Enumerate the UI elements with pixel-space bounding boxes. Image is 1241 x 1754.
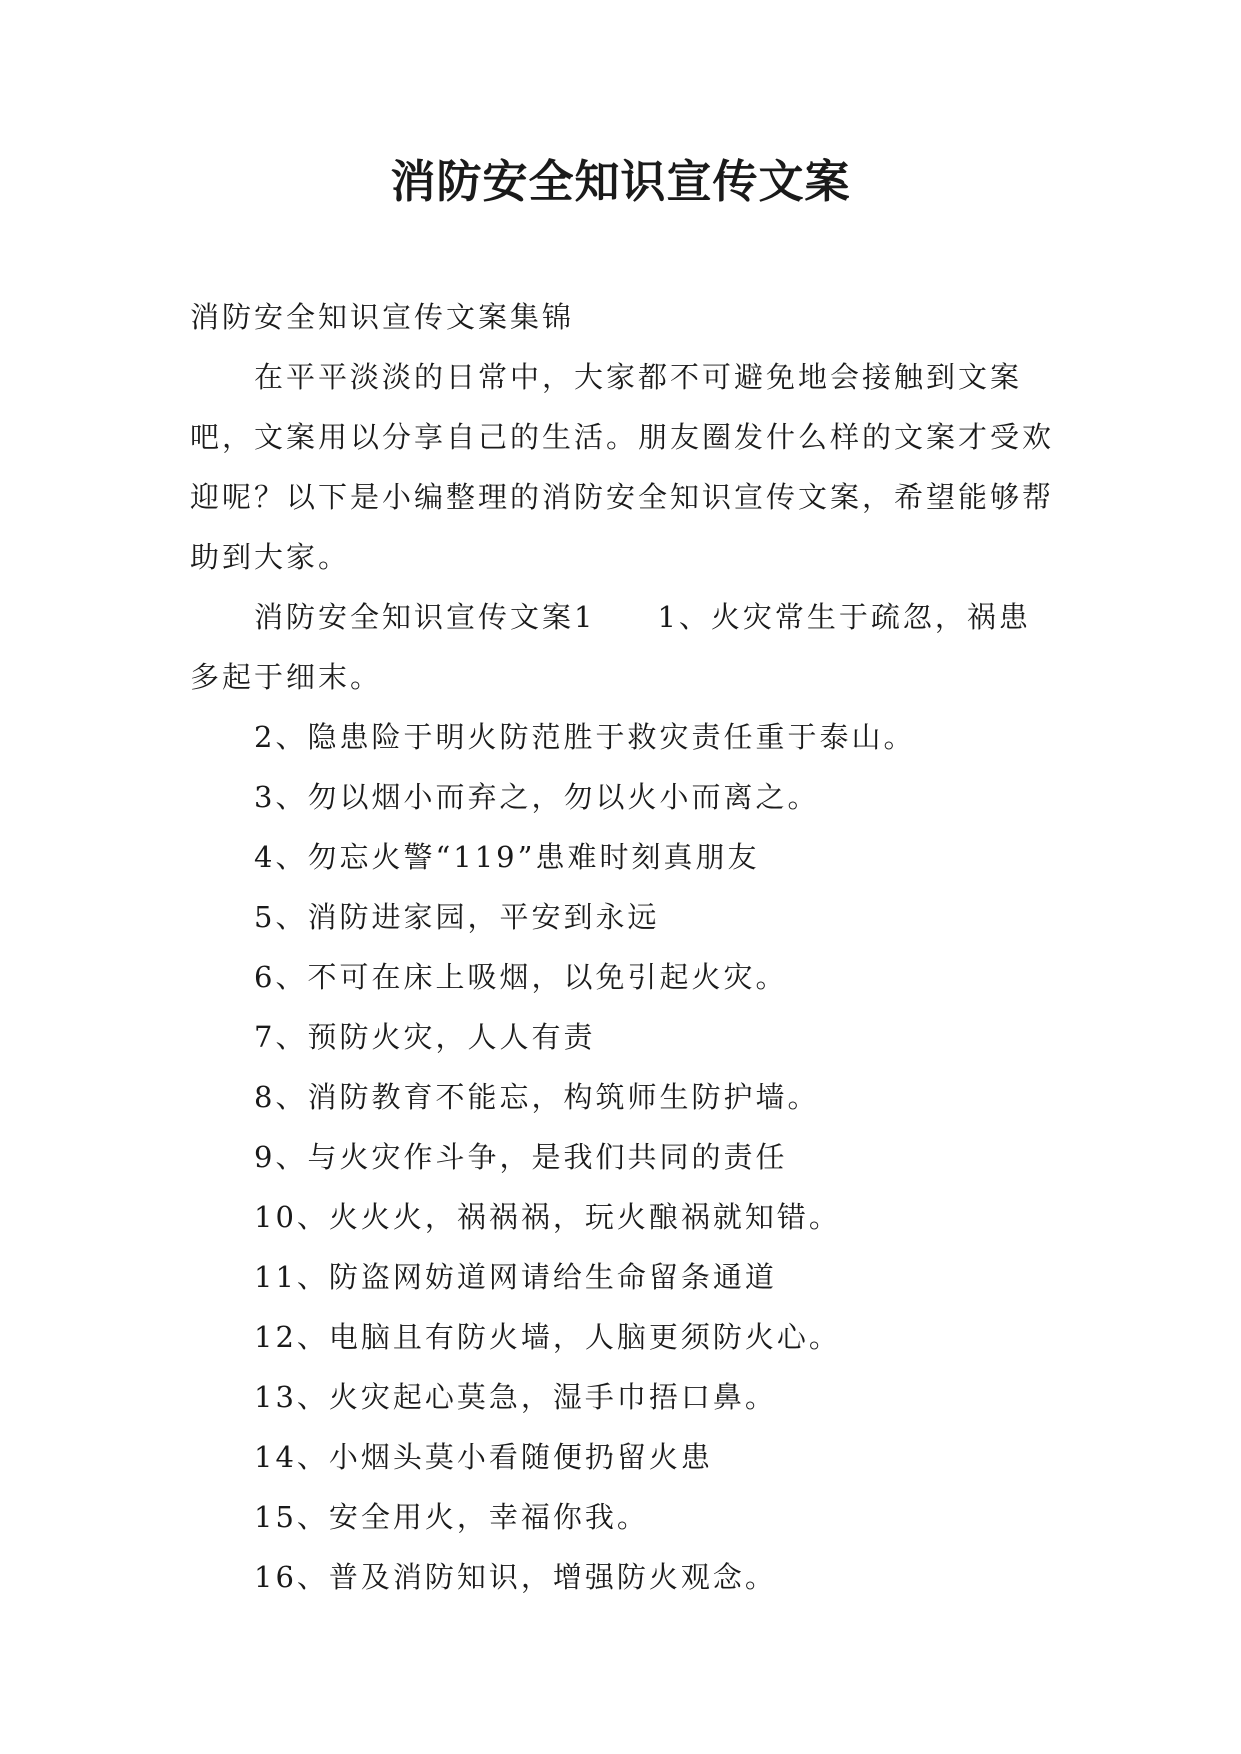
- section-first-paragraph: [190, 587, 1060, 707]
- list-item: 4、勿忘火警“119”患难时刻真朋友: [254, 840, 760, 874]
- list-item: 12、电脑且有防火墙，人脑更须防火心。: [254, 1320, 841, 1354]
- list-item: 8、消防教育不能忘，构筑师生防护墙。: [254, 1080, 820, 1114]
- list-item: 10、火火火，祸祸祸，玩火酿祸就知错。: [254, 1200, 841, 1234]
- list-item: 5、消防进家园，平安到永远: [254, 900, 660, 934]
- list-item: 13、火灾起心莫急，湿手巾捂口鼻。: [254, 1380, 777, 1414]
- document-title: 消防安全知识宣传文案: [390, 155, 851, 208]
- list-item: 2、隐患险于明火防范胜于救灾责任重于泰山。: [254, 720, 916, 754]
- list-item: 16、普及消防知识，增强防火观念。: [254, 1560, 777, 1594]
- list-item: 15、安全用火，幸福你我。: [254, 1500, 649, 1534]
- section-heading: 消防安全知识宣传文案1: [254, 600, 596, 634]
- list-item: 14、小烟头莫小看随便扔留火患: [254, 1440, 713, 1474]
- document-body: [190, 287, 1060, 1607]
- list-item: 3、勿以烟小而弃之，勿以火小而离之。: [254, 780, 820, 814]
- list-item: 1、火灾常生于疏忽，祸患多起于细末。: [190, 600, 1031, 694]
- list-item: 11、防盗网妨道网请给生命留条通道: [254, 1260, 777, 1294]
- list-item: 9、与火灾作斗争，是我们共同的责任: [254, 1140, 788, 1174]
- list-item: 6、不可在床上吸烟，以免引起火灾。: [254, 960, 788, 994]
- list-item: 7、预防火灾，人人有责: [254, 1020, 596, 1054]
- intro-paragraph: 在平平淡淡的日常中，大家都不可避免地会接触到文案吧，文案用以分享自己的生活。朋友圈发什么样的文案才受欢迎呢？以下是小编整理的消防安全知识宣传文案，希望能够帮助到大家。: [190, 360, 1055, 574]
- document-subtitle: 消防安全知识宣传文案集锦: [190, 300, 575, 334]
